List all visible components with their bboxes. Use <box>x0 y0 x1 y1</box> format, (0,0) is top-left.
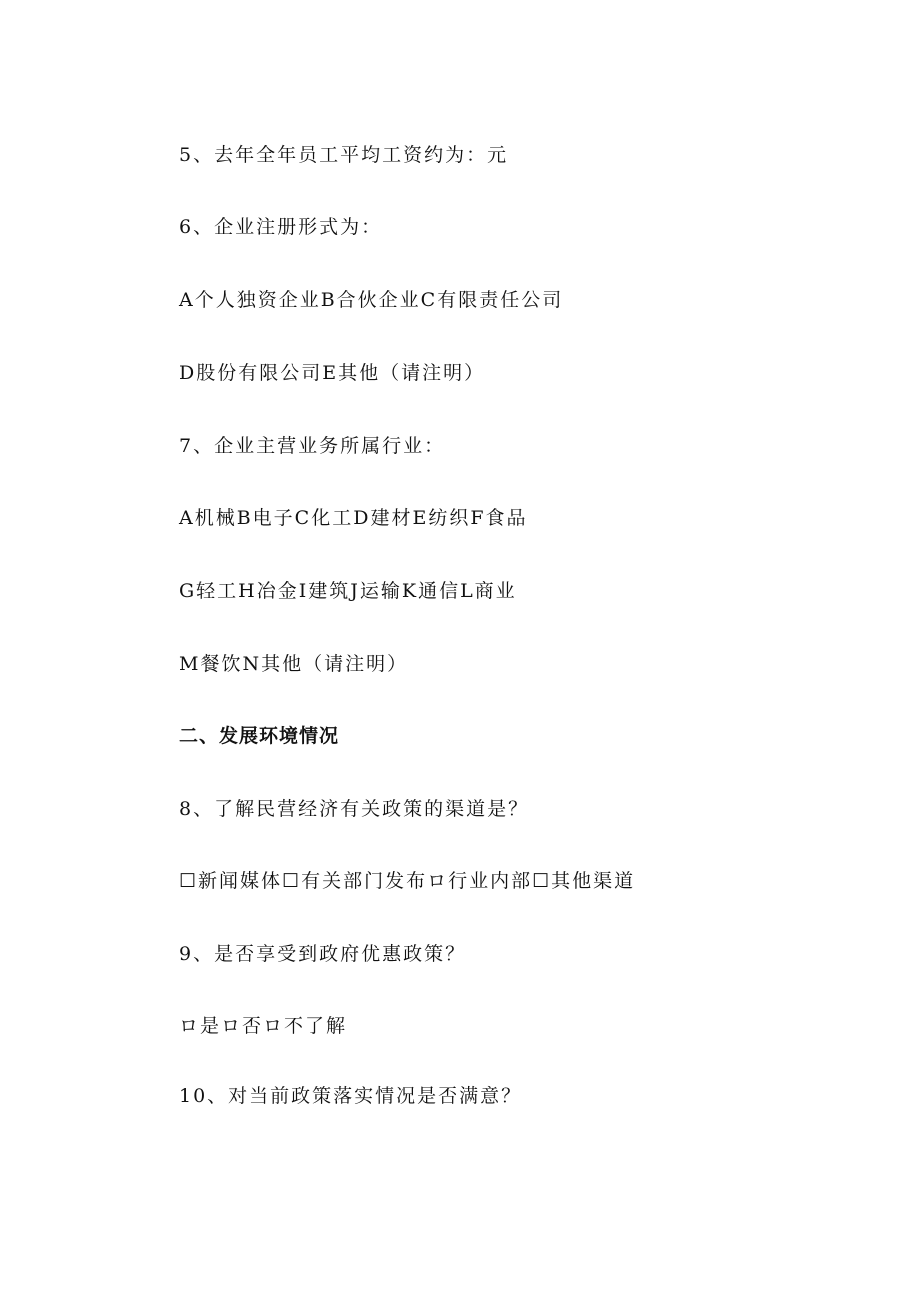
question-7-industry: 7、企业主营业务所属行业： <box>179 435 446 457</box>
question-9-options: ロ是ロ否ロ不了解 <box>179 1015 348 1037</box>
question-5-average-wage: 5、去年全年员工平均工资约为：元 <box>179 144 509 166</box>
question-8-options: ☐新闻媒体☐有关部门发布ロ行业内部☐其他渠道 <box>179 870 636 892</box>
question-7-options-row-2: G轻工H冶金I建筑J运输K通信L商业 <box>179 580 517 602</box>
question-7-options-row-1: A机械B电子C化工D建材E纺织F食品 <box>179 507 528 529</box>
question-9-preferential-policy: 9、是否享受到政府优惠政策？ <box>179 943 467 965</box>
question-10-policy-satisfaction: 10、对当前政策落实情况是否满意？ <box>179 1085 523 1107</box>
section-heading-development-environment: 二、发展环境情况 <box>179 725 340 747</box>
question-6-options-row-2: D股份有限公司E其他（请注明） <box>179 362 486 384</box>
question-6-registration-form: 6、企业注册形式为： <box>179 216 383 238</box>
question-6-options-row-1: A个人独资企业B合伙企业C有限责任公司 <box>179 289 564 311</box>
question-7-options-row-3: M餐饮N其他（请注明） <box>179 653 409 675</box>
question-8-policy-channels: 8、了解民营经济有关政策的渠道是？ <box>179 798 530 820</box>
